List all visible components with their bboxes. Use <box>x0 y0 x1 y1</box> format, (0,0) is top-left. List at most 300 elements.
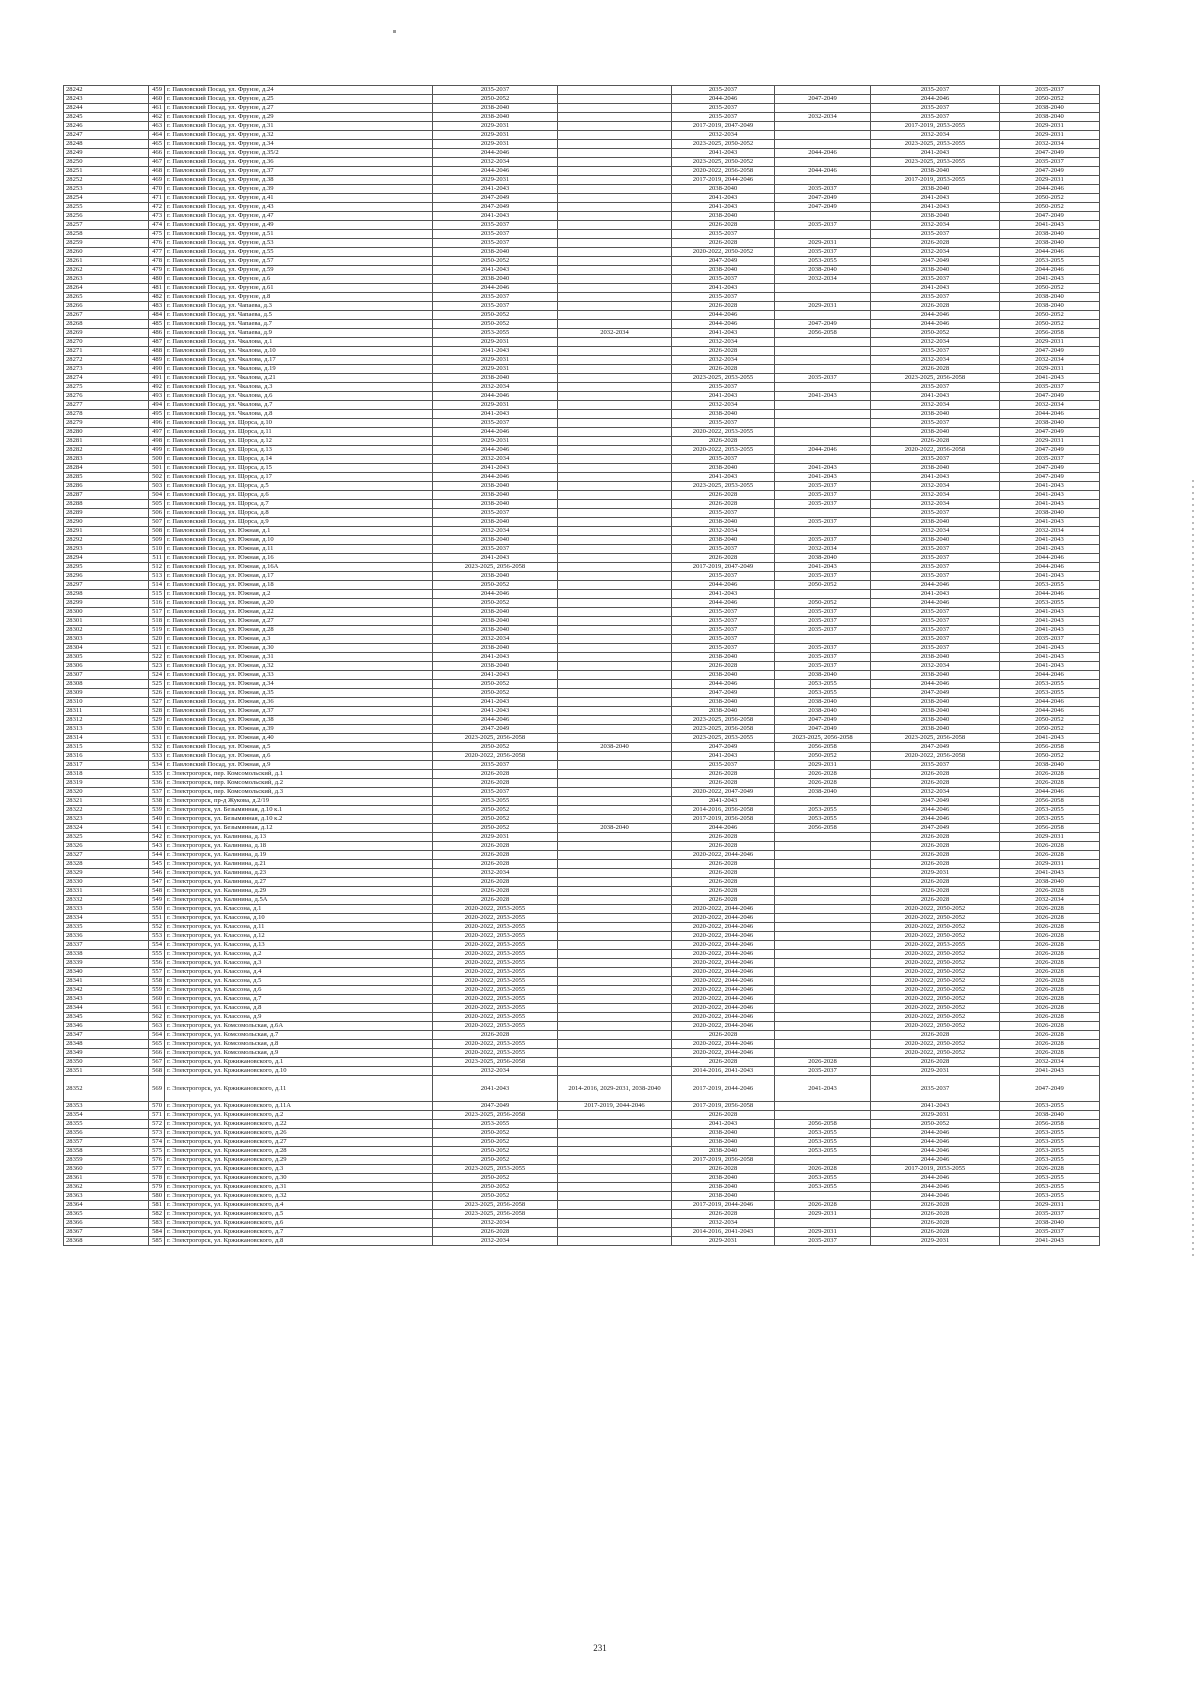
period-cell-3: 2038-2040 <box>672 410 775 419</box>
period-cell-4: 2035-2037 <box>775 491 871 500</box>
period-cell-6: 2041-2043 <box>1000 734 1100 743</box>
table-row <box>64 329 1100 338</box>
row-id-cell: 28245 <box>64 113 149 122</box>
period-cell-4 <box>775 284 871 293</box>
period-cell-5: 2038-2040 <box>871 167 1000 176</box>
period-cell-4 <box>775 878 871 887</box>
address-cell: г. Павловский Посад, ул. Южная, д.2 <box>165 590 433 599</box>
row-id-cell: 28322 <box>64 806 149 815</box>
table-row <box>64 131 1100 140</box>
address-cell: г. Павловский Посад, ул. Чкалова, д.10 <box>165 347 433 356</box>
row-id-cell: 28262 <box>64 266 149 275</box>
period-cell-1: 2038-2040 <box>433 644 558 653</box>
row-id-cell: 28268 <box>64 320 149 329</box>
item-number-cell: 521 <box>149 644 165 653</box>
period-cell-1: 2041-2043 <box>433 671 558 680</box>
period-cell-2 <box>558 419 672 428</box>
period-cell-3: 2041-2043 <box>672 590 775 599</box>
row-id-cell: 28342 <box>64 986 149 995</box>
period-cell-1: 2038-2040 <box>433 491 558 500</box>
period-cell-3: 2026-2028 <box>672 869 775 878</box>
address-cell: г. Павловский Посад, ул. Фрунзе, д.31 <box>165 122 433 131</box>
row-id-cell: 28302 <box>64 626 149 635</box>
period-cell-4: 2053-2055 <box>775 806 871 815</box>
period-cell-4 <box>775 176 871 185</box>
address-cell: г. Электрогорск, ул. Калинина, д.18 <box>165 842 433 851</box>
period-cell-4 <box>775 1192 871 1201</box>
period-cell-1: 2035-2037 <box>433 509 558 518</box>
period-cell-3: 2041-2043 <box>672 329 775 338</box>
period-cell-6: 2035-2037 <box>1000 455 1100 464</box>
period-cell-2 <box>558 212 672 221</box>
row-id-cell: 28286 <box>64 482 149 491</box>
address-cell: г. Павловский Посад, ул. Южная, д.10 <box>165 536 433 545</box>
period-cell-3: 2047-2049 <box>672 689 775 698</box>
row-id-cell: 28329 <box>64 869 149 878</box>
period-cell-3: 2020-2022, 2044-2046 <box>672 1022 775 1031</box>
row-id-cell: 28246 <box>64 122 149 131</box>
row-id-cell: 28351 <box>64 1067 149 1076</box>
period-cell-6: 2026-2028 <box>1000 1022 1100 1031</box>
row-id-cell: 28293 <box>64 545 149 554</box>
period-cell-6: 2029-2031 <box>1000 131 1100 140</box>
period-cell-4 <box>775 1219 871 1228</box>
period-cell-1: 2053-2055 <box>433 1120 558 1129</box>
period-cell-2 <box>558 995 672 1004</box>
item-number-cell: 470 <box>149 185 165 194</box>
period-cell-1: 2038-2040 <box>433 275 558 284</box>
period-cell-2 <box>558 1147 672 1156</box>
period-cell-3: 2035-2037 <box>672 455 775 464</box>
period-cell-2 <box>558 338 672 347</box>
address-cell: г. Павловский Посад, ул. Чапаева, д.5 <box>165 311 433 320</box>
period-cell-5: 2026-2028 <box>871 878 1000 887</box>
address-cell: г. Электрогорск, ул. Калинина, д.5А <box>165 896 433 905</box>
period-cell-2 <box>558 257 672 266</box>
table-row <box>64 149 1100 158</box>
period-cell-5: 2038-2040 <box>871 716 1000 725</box>
period-cell-1: 2041-2043 <box>433 554 558 563</box>
item-number-cell: 569 <box>149 1076 165 1102</box>
period-cell-3: 2026-2028 <box>672 842 775 851</box>
table-row <box>64 788 1100 797</box>
period-cell-6: 2047-2049 <box>1000 464 1100 473</box>
period-cell-3: 2035-2037 <box>672 86 775 95</box>
address-cell: г. Павловский Посад, ул. Фрунзе, д.57 <box>165 257 433 266</box>
address-cell: г. Электрогорск, ул. Кржижановского, д.28 <box>165 1147 433 1156</box>
period-cell-5: 2020-2022, 2050-2052 <box>871 977 1000 986</box>
period-cell-4 <box>775 1156 871 1165</box>
period-cell-4: 2038-2040 <box>775 266 871 275</box>
period-cell-6: 2029-2031 <box>1000 860 1100 869</box>
period-cell-6: 2053-2055 <box>1000 1174 1100 1183</box>
period-cell-4 <box>775 401 871 410</box>
period-cell-6: 2041-2043 <box>1000 275 1100 284</box>
period-cell-1: 2020-2022, 2053-2055 <box>433 977 558 986</box>
row-id-cell: 28328 <box>64 860 149 869</box>
period-cell-2 <box>558 581 672 590</box>
period-cell-2 <box>558 968 672 977</box>
period-cell-1: 2026-2028 <box>433 842 558 851</box>
period-cell-2 <box>558 365 672 374</box>
period-cell-1: 2035-2037 <box>433 302 558 311</box>
period-cell-2 <box>558 113 672 122</box>
period-cell-4 <box>775 851 871 860</box>
period-cell-6: 2026-2028 <box>1000 779 1100 788</box>
period-cell-5: 2020-2022, 2050-2052 <box>871 914 1000 923</box>
period-cell-3: 2026-2028 <box>672 896 775 905</box>
period-cell-4: 2035-2037 <box>775 662 871 671</box>
table-row <box>64 419 1100 428</box>
period-cell-3: 2023-2025, 2056-2058 <box>672 716 775 725</box>
table-row <box>64 824 1100 833</box>
row-id-cell: 28368 <box>64 1237 149 1246</box>
period-cell-1: 2041-2043 <box>433 1076 558 1102</box>
period-cell-3: 2041-2043 <box>672 797 775 806</box>
period-cell-6: 2050-2052 <box>1000 320 1100 329</box>
item-number-cell: 566 <box>149 1049 165 1058</box>
period-cell-2 <box>558 1120 672 1129</box>
period-cell-1: 2032-2034 <box>433 635 558 644</box>
item-number-cell: 469 <box>149 176 165 185</box>
period-cell-4 <box>775 104 871 113</box>
period-cell-3: 2038-2040 <box>672 536 775 545</box>
row-id-cell: 28264 <box>64 284 149 293</box>
period-cell-4: 2029-2031 <box>775 1228 871 1237</box>
period-cell-1: 2029-2031 <box>433 140 558 149</box>
period-cell-3: 2038-2040 <box>672 185 775 194</box>
table-row <box>64 383 1100 392</box>
period-cell-6: 2038-2040 <box>1000 1111 1100 1120</box>
period-cell-2 <box>558 1165 672 1174</box>
period-cell-6: 2029-2031 <box>1000 1201 1100 1210</box>
row-id-cell: 28267 <box>64 311 149 320</box>
period-cell-2 <box>558 1183 672 1192</box>
period-cell-5: 2029-2031 <box>871 1067 1000 1076</box>
period-cell-6: 2050-2052 <box>1000 284 1100 293</box>
period-cell-3: 2020-2022, 2056-2058 <box>672 167 775 176</box>
row-id-cell: 28257 <box>64 221 149 230</box>
item-number-cell: 510 <box>149 545 165 554</box>
period-cell-5: 2044-2046 <box>871 1192 1000 1201</box>
period-cell-6: 2038-2040 <box>1000 104 1100 113</box>
address-cell: г. Электрогорск, ул. Кржижановского, д.10 <box>165 1067 433 1076</box>
row-id-cell: 28254 <box>64 194 149 203</box>
period-cell-5: 2035-2037 <box>871 761 1000 770</box>
period-cell-1: 2050-2052 <box>433 320 558 329</box>
row-id-cell: 28326 <box>64 842 149 851</box>
period-cell-1: 2020-2022, 2053-2055 <box>433 1004 558 1013</box>
row-id-cell: 28330 <box>64 878 149 887</box>
period-cell-2 <box>558 1210 672 1219</box>
period-cell-1: 2038-2040 <box>433 113 558 122</box>
item-number-cell: 473 <box>149 212 165 221</box>
period-cell-6: 2053-2055 <box>1000 1183 1100 1192</box>
item-number-cell: 466 <box>149 149 165 158</box>
address-cell: г. Электрогорск, ул. Комсомольская, д.6А <box>165 1022 433 1031</box>
address-cell: г. Электрогорск, ул. Классона, д.5 <box>165 977 433 986</box>
row-id-cell: 28269 <box>64 329 149 338</box>
period-cell-5: 2038-2040 <box>871 185 1000 194</box>
period-cell-2 <box>558 626 672 635</box>
period-cell-1: 2032-2034 <box>433 383 558 392</box>
table-row <box>64 455 1100 464</box>
item-number-cell: 529 <box>149 716 165 725</box>
period-cell-4 <box>775 410 871 419</box>
period-cell-1: 2023-2025, 2056-2058 <box>433 1058 558 1067</box>
item-number-cell: 574 <box>149 1138 165 1147</box>
period-cell-2 <box>558 698 672 707</box>
period-cell-5: 2023-2025, 2053-2055 <box>871 158 1000 167</box>
table-row <box>64 1022 1100 1031</box>
period-cell-2 <box>558 1067 672 1076</box>
period-cell-1: 2041-2043 <box>433 347 558 356</box>
table-row <box>64 995 1100 1004</box>
period-cell-2 <box>558 275 672 284</box>
period-cell-1: 2050-2052 <box>433 815 558 824</box>
period-cell-1: 2044-2046 <box>433 392 558 401</box>
row-id-cell: 28323 <box>64 815 149 824</box>
period-cell-4: 2035-2037 <box>775 644 871 653</box>
period-cell-4 <box>775 986 871 995</box>
table-row <box>64 986 1100 995</box>
period-cell-4 <box>775 914 871 923</box>
period-cell-2 <box>558 356 672 365</box>
row-id-cell: 28336 <box>64 932 149 941</box>
period-cell-1: 2038-2040 <box>433 608 558 617</box>
period-cell-5: 2035-2037 <box>871 293 1000 302</box>
period-cell-2 <box>558 1013 672 1022</box>
item-number-cell: 551 <box>149 914 165 923</box>
item-number-cell: 518 <box>149 617 165 626</box>
period-cell-1: 2044-2046 <box>433 590 558 599</box>
address-cell: г. Павловский Посад, ул. Фрунзе, д.37 <box>165 167 433 176</box>
period-cell-3: 2020-2022, 2050-2052 <box>672 248 775 257</box>
period-cell-1: 2023-2025, 2056-2058 <box>433 1210 558 1219</box>
period-cell-5: 2023-2025, 2053-2055 <box>871 140 1000 149</box>
period-cell-1: 2050-2052 <box>433 1138 558 1147</box>
period-cell-4: 2041-2043 <box>775 563 871 572</box>
address-cell: г. Павловский Посад, ул. Фрунзе, д.39 <box>165 185 433 194</box>
period-cell-2 <box>558 401 672 410</box>
period-cell-3: 2032-2034 <box>672 1219 775 1228</box>
period-cell-4: 2023-2025, 2056-2058 <box>775 734 871 743</box>
address-cell: г. Павловский Посад, ул. Чапаева, д.9 <box>165 329 433 338</box>
item-number-cell: 459 <box>149 86 165 95</box>
period-cell-4 <box>775 905 871 914</box>
period-cell-4: 2035-2037 <box>775 221 871 230</box>
table-row <box>64 401 1100 410</box>
address-cell: г. Павловский Посад, ул. Щорса, д.11 <box>165 428 433 437</box>
period-cell-5: 2044-2046 <box>871 1129 1000 1138</box>
table-row <box>64 473 1100 482</box>
period-cell-3: 2026-2028 <box>672 662 775 671</box>
period-cell-6: 2038-2040 <box>1000 1219 1100 1228</box>
row-id-cell: 28331 <box>64 887 149 896</box>
period-cell-3: 2026-2028 <box>672 887 775 896</box>
period-cell-3: 2023-2025, 2053-2055 <box>672 374 775 383</box>
address-cell: г. Электрогорск, ул. Кржижановского, д.11 <box>165 1076 433 1102</box>
table-row <box>64 1183 1100 1192</box>
period-cell-2 <box>558 1129 672 1138</box>
period-cell-4: 2044-2046 <box>775 149 871 158</box>
period-cell-5: 2044-2046 <box>871 1183 1000 1192</box>
item-number-cell: 512 <box>149 563 165 572</box>
address-cell: г. Электрогорск, ул. Кржижановского, д.5 <box>165 1210 433 1219</box>
period-cell-5: 2026-2028 <box>871 842 1000 851</box>
period-cell-5: 2041-2043 <box>871 1102 1000 1111</box>
period-cell-5: 2044-2046 <box>871 95 1000 104</box>
period-cell-5: 2020-2022, 2056-2058 <box>871 446 1000 455</box>
period-cell-5: 2038-2040 <box>871 464 1000 473</box>
address-cell: г. Электрогорск, ул. Комсомольская, д.8 <box>165 1040 433 1049</box>
period-cell-3: 2023-2025, 2050-2052 <box>672 140 775 149</box>
period-cell-5: 2047-2049 <box>871 797 1000 806</box>
row-id-cell: 28285 <box>64 473 149 482</box>
period-cell-3: 2014-2016, 2041-2043 <box>672 1228 775 1237</box>
period-cell-6: 2041-2043 <box>1000 374 1100 383</box>
item-number-cell: 489 <box>149 356 165 365</box>
address-cell: г. Павловский Посад, ул. Южная, д.1 <box>165 527 433 536</box>
period-cell-5: 2023-2025, 2056-2058 <box>871 374 1000 383</box>
row-id-cell: 28291 <box>64 527 149 536</box>
period-cell-2 <box>558 428 672 437</box>
period-cell-3: 2032-2034 <box>672 401 775 410</box>
table-row <box>64 761 1100 770</box>
table-row <box>64 1013 1100 1022</box>
table-row <box>64 410 1100 419</box>
period-cell-3: 2026-2028 <box>672 491 775 500</box>
item-number-cell: 524 <box>149 671 165 680</box>
period-cell-6: 2044-2046 <box>1000 410 1100 419</box>
period-cell-5: 2032-2034 <box>871 401 1000 410</box>
period-cell-1: 2029-2031 <box>433 833 558 842</box>
period-cell-2 <box>558 716 672 725</box>
row-id-cell: 28253 <box>64 185 149 194</box>
period-cell-3: 2020-2022, 2044-2046 <box>672 1040 775 1049</box>
item-number-cell: 527 <box>149 698 165 707</box>
address-cell: г. Павловский Посад, ул. Щорса, д.14 <box>165 455 433 464</box>
period-cell-6: 2026-2028 <box>1000 941 1100 950</box>
item-number-cell: 554 <box>149 941 165 950</box>
table-row <box>64 86 1100 95</box>
period-cell-4 <box>775 869 871 878</box>
table-row <box>64 1129 1100 1138</box>
period-cell-1: 2032-2034 <box>433 527 558 536</box>
table-row <box>64 680 1100 689</box>
period-cell-2 <box>558 779 672 788</box>
period-cell-2 <box>558 464 672 473</box>
period-cell-1: 2029-2031 <box>433 176 558 185</box>
period-cell-6: 2026-2028 <box>1000 986 1100 995</box>
table-row <box>64 653 1100 662</box>
period-cell-2 <box>558 392 672 401</box>
period-cell-5: 2029-2031 <box>871 1111 1000 1120</box>
period-cell-3: 2035-2037 <box>672 230 775 239</box>
period-cell-1: 2029-2031 <box>433 356 558 365</box>
period-cell-2 <box>558 1219 672 1228</box>
address-cell: г. Электрогорск, ул. Калинина, д.27 <box>165 878 433 887</box>
period-cell-2 <box>558 1138 672 1147</box>
item-number-cell: 526 <box>149 689 165 698</box>
row-id-cell: 28344 <box>64 1004 149 1013</box>
period-cell-1: 2032-2034 <box>433 1219 558 1228</box>
period-cell-4: 2047-2049 <box>775 725 871 734</box>
period-cell-5: 2044-2046 <box>871 1156 1000 1165</box>
period-cell-6: 2041-2043 <box>1000 608 1100 617</box>
period-cell-1: 2020-2022, 2053-2055 <box>433 950 558 959</box>
period-cell-6: 2053-2055 <box>1000 1156 1100 1165</box>
row-id-cell: 28346 <box>64 1022 149 1031</box>
address-cell: г. Павловский Посад, ул. Фрунзе, д.38 <box>165 176 433 185</box>
period-cell-6: 2044-2046 <box>1000 266 1100 275</box>
table-row <box>64 266 1100 275</box>
address-cell: г. Павловский Посад, ул. Фрунзе, д.55 <box>165 248 433 257</box>
period-cell-5: 2038-2040 <box>871 518 1000 527</box>
address-cell: г. Павловский Посад, ул. Щорса, д.10 <box>165 419 433 428</box>
period-cell-5: 2041-2043 <box>871 203 1000 212</box>
item-number-cell: 525 <box>149 680 165 689</box>
address-cell: г. Электрогорск, ул. Классона, д.11 <box>165 923 433 932</box>
period-cell-1: 2050-2052 <box>433 95 558 104</box>
row-id-cell: 28354 <box>64 1111 149 1120</box>
period-cell-4: 2026-2028 <box>775 1058 871 1067</box>
table-row <box>64 1228 1100 1237</box>
item-number-cell: 462 <box>149 113 165 122</box>
item-number-cell: 465 <box>149 140 165 149</box>
address-cell: г. Электрогорск, ул. Кржижановского, д.26 <box>165 1129 433 1138</box>
address-cell: г. Павловский Посад, ул. Южная, д.20 <box>165 599 433 608</box>
item-number-cell: 553 <box>149 932 165 941</box>
period-cell-5: 2041-2043 <box>871 194 1000 203</box>
address-cell: г. Павловский Посад, ул. Южная, д.5 <box>165 743 433 752</box>
period-cell-6: 2041-2043 <box>1000 617 1100 626</box>
table-row <box>64 311 1100 320</box>
item-number-cell: 542 <box>149 833 165 842</box>
address-cell: г. Павловский Посад, ул. Щорса, д.17 <box>165 473 433 482</box>
table-row <box>64 554 1100 563</box>
period-cell-5: 2029-2031 <box>871 869 1000 878</box>
period-cell-3: 2032-2034 <box>672 338 775 347</box>
address-cell: г. Павловский Посад, ул. Фрунзе, д.49 <box>165 221 433 230</box>
item-number-cell: 543 <box>149 842 165 851</box>
period-cell-3: 2026-2028 <box>672 1031 775 1040</box>
period-cell-1: 2020-2022, 2053-2055 <box>433 1013 558 1022</box>
row-id-cell: 28278 <box>64 410 149 419</box>
period-cell-5: 2041-2043 <box>871 149 1000 158</box>
period-cell-2 <box>558 266 672 275</box>
table-row <box>64 293 1100 302</box>
table-row <box>64 716 1100 725</box>
period-cell-5: 2020-2022, 2050-2052 <box>871 1040 1000 1049</box>
period-cell-4 <box>775 311 871 320</box>
item-number-cell: 578 <box>149 1174 165 1183</box>
period-cell-3: 2035-2037 <box>672 572 775 581</box>
period-cell-2 <box>558 158 672 167</box>
address-cell: г. Электрогорск, ул. Кржижановского, д.6 <box>165 1219 433 1228</box>
period-cell-4 <box>775 86 871 95</box>
period-cell-6: 2047-2049 <box>1000 392 1100 401</box>
period-cell-6: 2047-2049 <box>1000 167 1100 176</box>
item-number-cell: 487 <box>149 338 165 347</box>
period-cell-4 <box>775 1040 871 1049</box>
period-cell-1: 2038-2040 <box>433 617 558 626</box>
period-cell-5: 2020-2022, 2050-2052 <box>871 1004 1000 1013</box>
row-id-cell: 28361 <box>64 1174 149 1183</box>
item-number-cell: 511 <box>149 554 165 563</box>
period-cell-5: 2035-2037 <box>871 104 1000 113</box>
period-cell-3: 2041-2043 <box>672 203 775 212</box>
